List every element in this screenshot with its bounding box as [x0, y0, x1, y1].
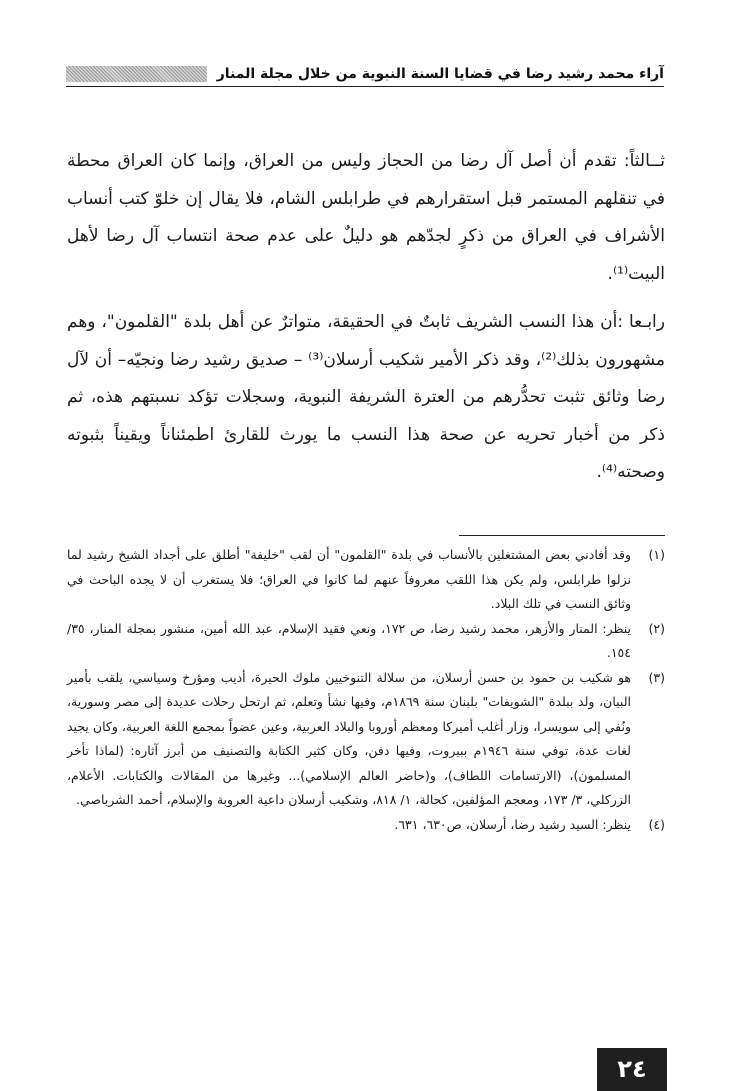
- header-ornament-bar: [66, 66, 207, 82]
- footnote-number: (٣): [648, 669, 665, 685]
- footnotes: [67, 543, 665, 837]
- footnote-text: وقد أفادني بعض المشتغلين بالأنساب في بلدة "القلمون" أن لقب "خليفة" أطلق على أجداد الشيخ رشيد لما نزلوا طرابلس، ولم يكن هذا اللقب معروفاً عنهم لما كانوا في العراق؛ فلا يستغرب أن لا يجده الباحث في وثائق النسب في تلك البلاد.: [67, 547, 631, 611]
- footnote-number: (٤): [648, 816, 665, 832]
- footnote-text: هو شكيب بن حمود بن حسن أرسلان، من سلالة التنوخيين ملوك الحيرة، أديب ومؤرخ وسياسي، يلقب بأمير البيان، ولد ببلدة "الشويفات" بلبنان سنة ١٨٦٩م، وفيها نشأ وتعلم، ثم ارتحل رحلات عديدة إلى مصر وسورية، ونُفي إلى سويسرا، وزار أغلب أميركا ومعظم أوروبا والبلاد العربية، وعين عضواً بمجمع اللغة العربية، وكان يجيد لغات عدة، توفي سنة ١٩٤٦م ببيروت، وفيها دفن، وكان كثير الكتابة والتصنيف من أبرز آثاره: (لماذا تأخر المسلمون)، (الارتسامات اللطاف)، و(حاضر العالم الإسلامي)... وغيرها من المقالات والكتابات. الأعلام، الزركلي، ٣/ ١٧٣، ومعجم المؤلفين، كحالة، ١/ ٨١٨، وشكيب أرسلان داعية العروبة والإسلام، أحمد الشرباصي.: [67, 669, 631, 807]
- header-title: آراء محمد رشيد رضا في قضايا السنة النبوية من خلال مجلة المنار: [216, 66, 664, 82]
- footnote-number: (١): [648, 547, 665, 562]
- footnote-1: [67, 543, 665, 617]
- footnote-4: [67, 813, 665, 838]
- footnote-number: (٢): [648, 620, 665, 636]
- footnote-2: [67, 617, 665, 666]
- footnote-3: [67, 666, 665, 813]
- footnote-text: ينظر: السيد رشيد رضا، أرسلان، ص٦٣٠، ٦٣١.: [394, 816, 631, 832]
- running-header: [66, 62, 664, 87]
- page-number: ٢٤: [597, 1048, 667, 1091]
- main-text: [67, 143, 665, 492]
- footnote-text: ينظر: المنار والأزهر، محمد رشيد رضا، ص ١٧٢، ونعي فقيد الإسلام، عبد الله أمين، منشور بمجلة المنار، ٣٥/ ١٥٤.: [67, 620, 631, 660]
- paragraph-rabian: رابـعا :أن هذا النسب الشريف ثابتٌ في الحقيقة، متواترٌ عن أهل بلدة "القلمون"، وهم مشهورون بذلك⁽²⁾، وقد ذكر الأمير شكيب أرسلان⁽³⁾ – صديق رشيد رضا ونجيّه– أن لآل رضا وثائق تثبت تحدُّرهم من العترة الشريفة النبوية، وسجلات تؤكد نسبتهم هذه، ثم ذكر من أخبار تحريه عن صحة هذا النسب ما يورث للقارئ اطمئناناً ويقيناً بثبوته وصحته⁽⁴⁾.: [67, 312, 666, 482]
- paragraph-thalithan: ثــالثاً: تقدم أن أصل آل رضا من الحجاز وليس من العراق، وإنما كان العراق محطة في تنقلهم المستمر قبل استقرارهم في طرابلس الشام، فلا يقال إن خلوّ كتب أنساب الأشراف في العراق من ذكرٍ لجدّهم هو دليلٌ على عدم صحة انتساب آل رضا لأهل البيت⁽¹⁾.: [67, 151, 665, 284]
- footnote-divider: [459, 535, 665, 536]
